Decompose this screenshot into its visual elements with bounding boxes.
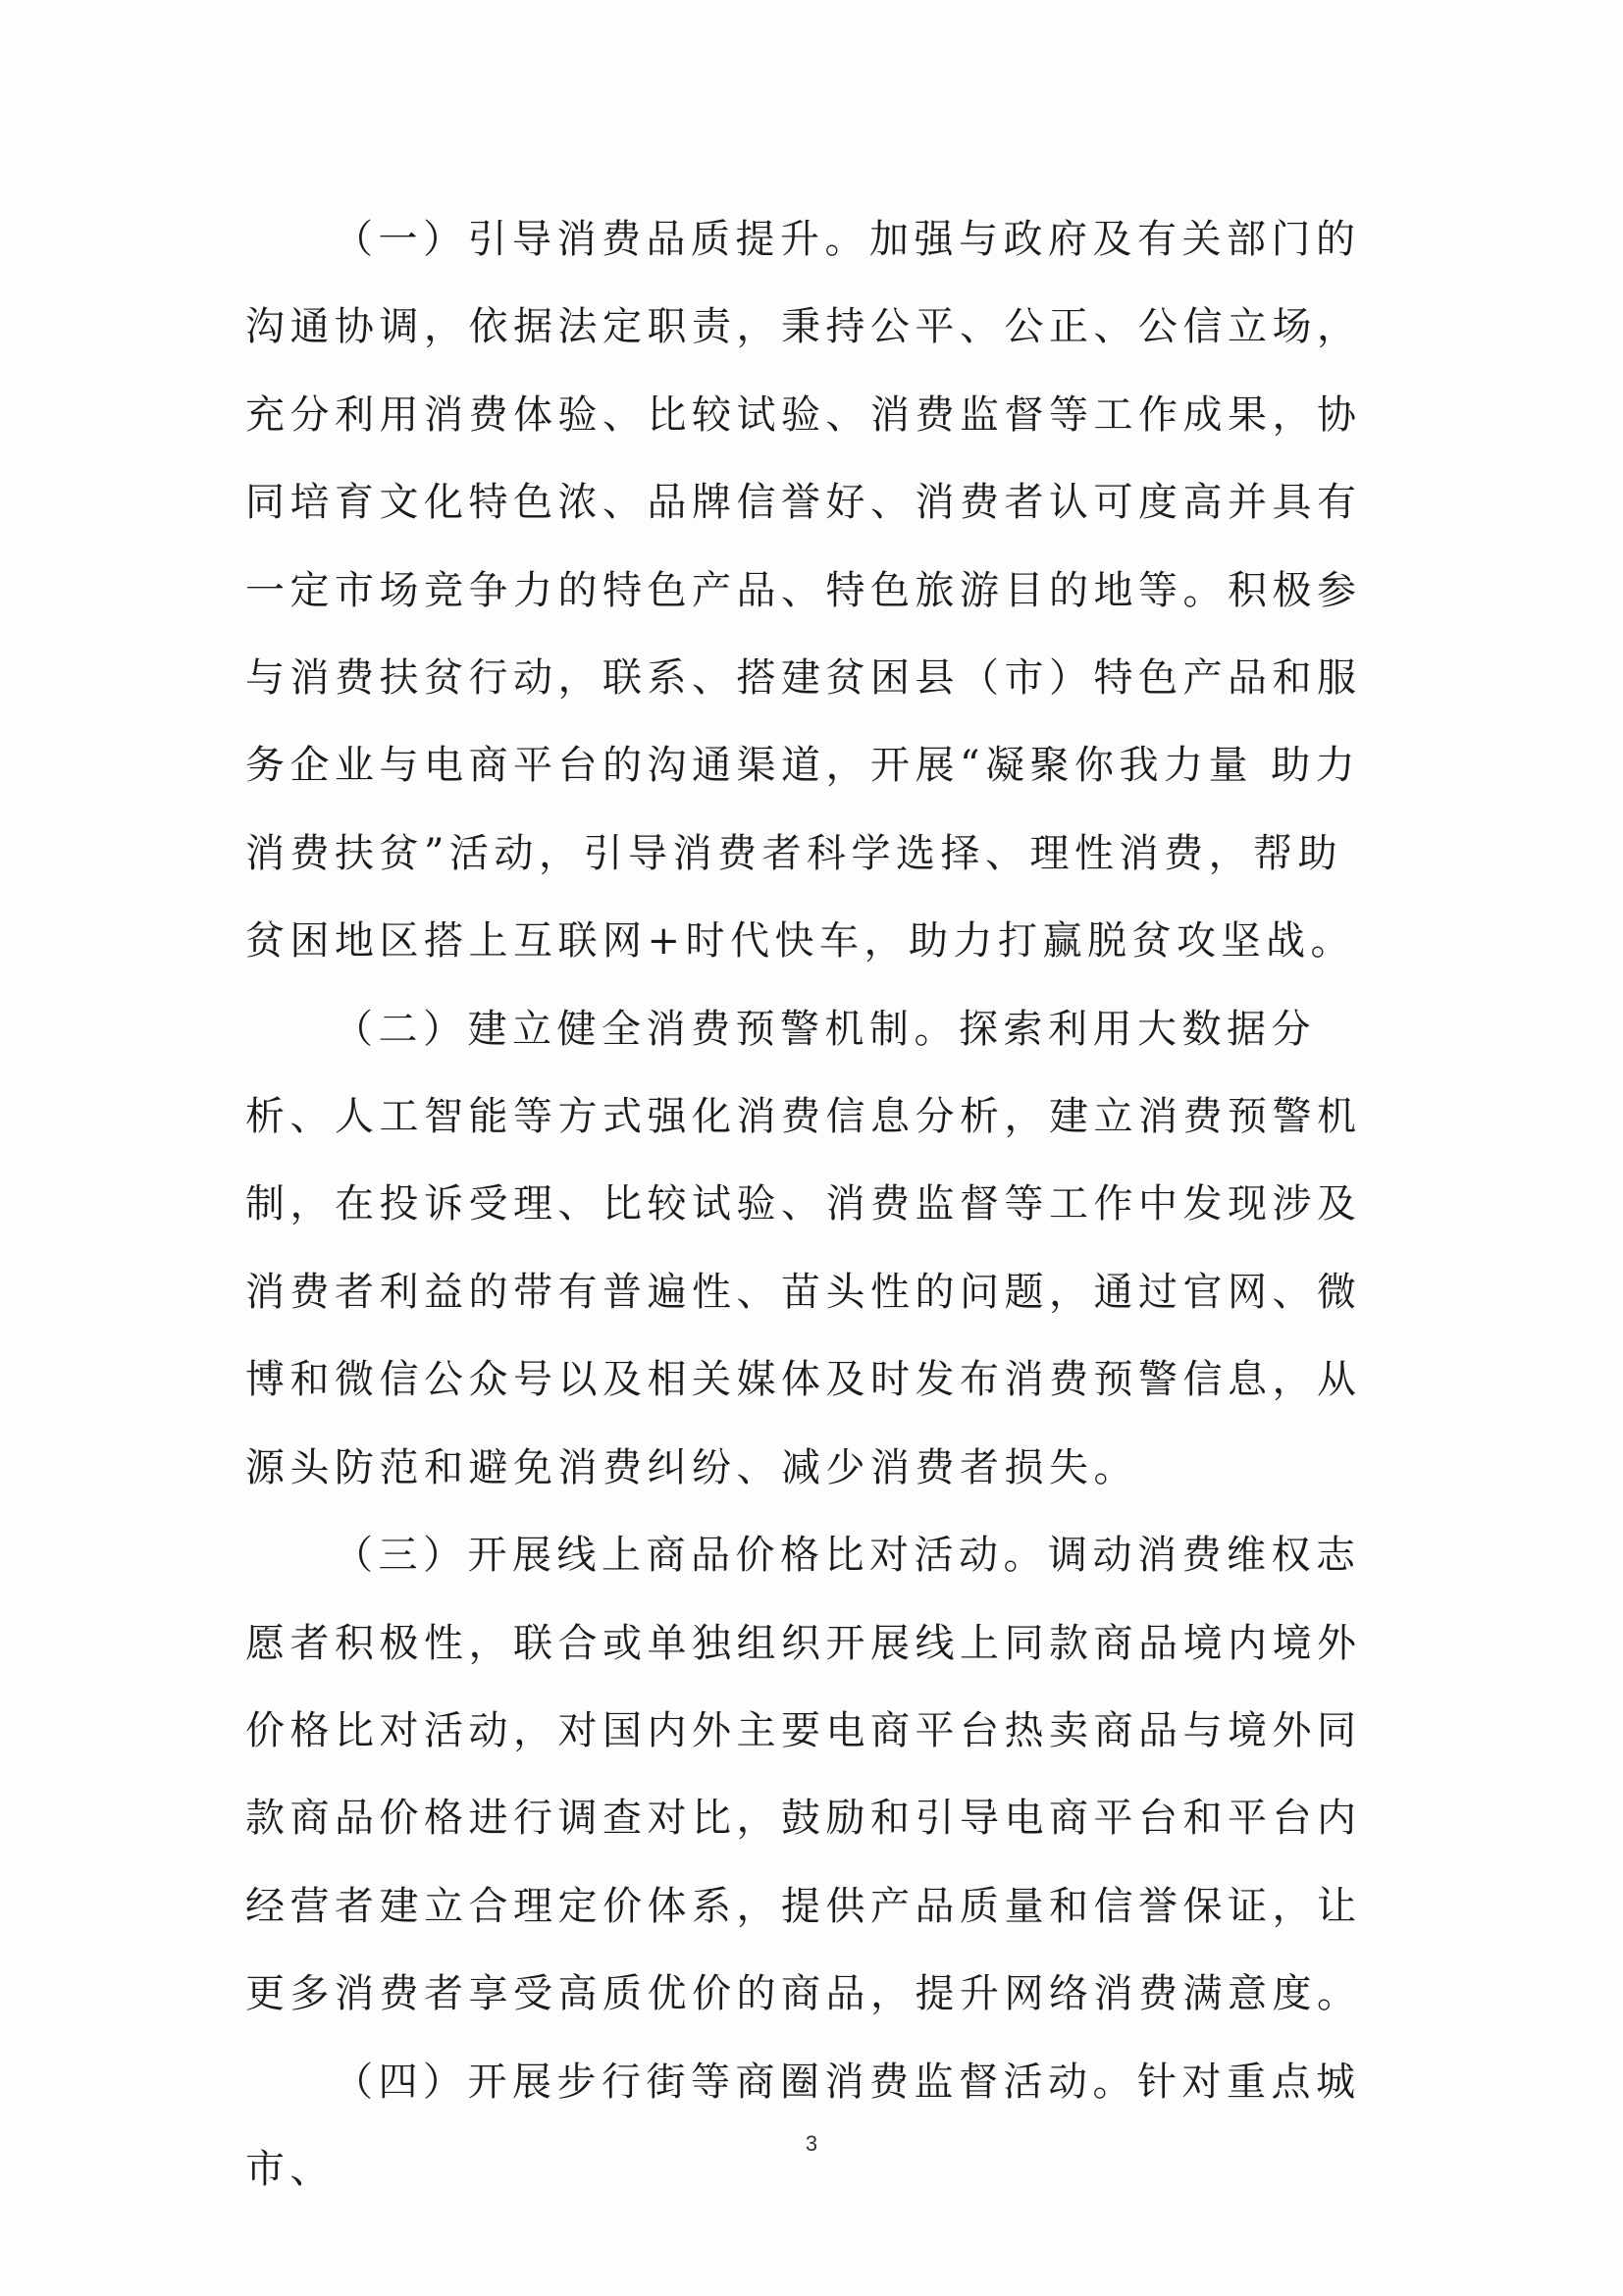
paragraph-4-heading: （四）开展步行街等商圈消费监督活动。 <box>334 2059 1137 2105</box>
paragraph-4 <box>245 2039 1384 2215</box>
paragraph-3 <box>245 1512 1384 2038</box>
paragraph-2-body: 探索利用大数据分析、人工智能等方式强化消费信息分析，建立消费预警机制，在投诉受理、比较试验、消费监督等工作中发现涉及消费者利益的带有普遍性、苗头性的问题，通过官网、微博和微信公众号以及相关媒体及时发布消费预警信息，从源头防范和避免消费纠纷、减少消费者损失。 <box>245 1006 1362 1490</box>
paragraph-1-body: 加强与政府及有关部门的沟通协调，依据法定职责，秉持公平、公正、公信立场，充分利用消费体验、比较试验、消费监督等工作成果，协同培育文化特色浓、品牌信誉好、消费者认可度高并具有一定市场竞争力的特色产品、特色旅游目的地等。积极参与消费扶贫行动，联系、搭建贫困县（市）特色产品和服务企业与电商平台的沟通渠道，开展“凝聚你我力量 助力消费扶贫”活动，引导消费者科学选择、理性消费，帮助贫困地区搭上互联网+时代快车，助力打赢脱贫攻坚战。 <box>245 217 1362 965</box>
paragraph-1-heading: （一）引导消费品质提升。 <box>334 217 869 262</box>
document-body <box>245 196 1384 2214</box>
paragraph-4-body: 针对重点城市、 <box>245 2059 1361 2192</box>
paragraph-3-body: 调动消费维权志愿者积极性，联合或单独组织开展线上同款商品境内境外价格比对活动，对国内外主要电商平台热卖商品与境外同款商品价格进行调查对比，鼓励和引导电商平台和平台内经营者建立合理定价体系，提供产品质量和信誉保证，让更多消费者享受高质优价的商品，提升网络消费满意度。 <box>245 1533 1362 2017</box>
paragraph-1 <box>245 196 1384 986</box>
paragraph-3-heading: （三）开展线上商品价格比对活动。 <box>334 1533 1048 1579</box>
paragraph-2 <box>245 986 1384 1512</box>
page-number: 3 <box>805 2131 818 2156</box>
paragraph-2-heading: （二）建立健全消费预警机制。 <box>334 1006 959 1052</box>
